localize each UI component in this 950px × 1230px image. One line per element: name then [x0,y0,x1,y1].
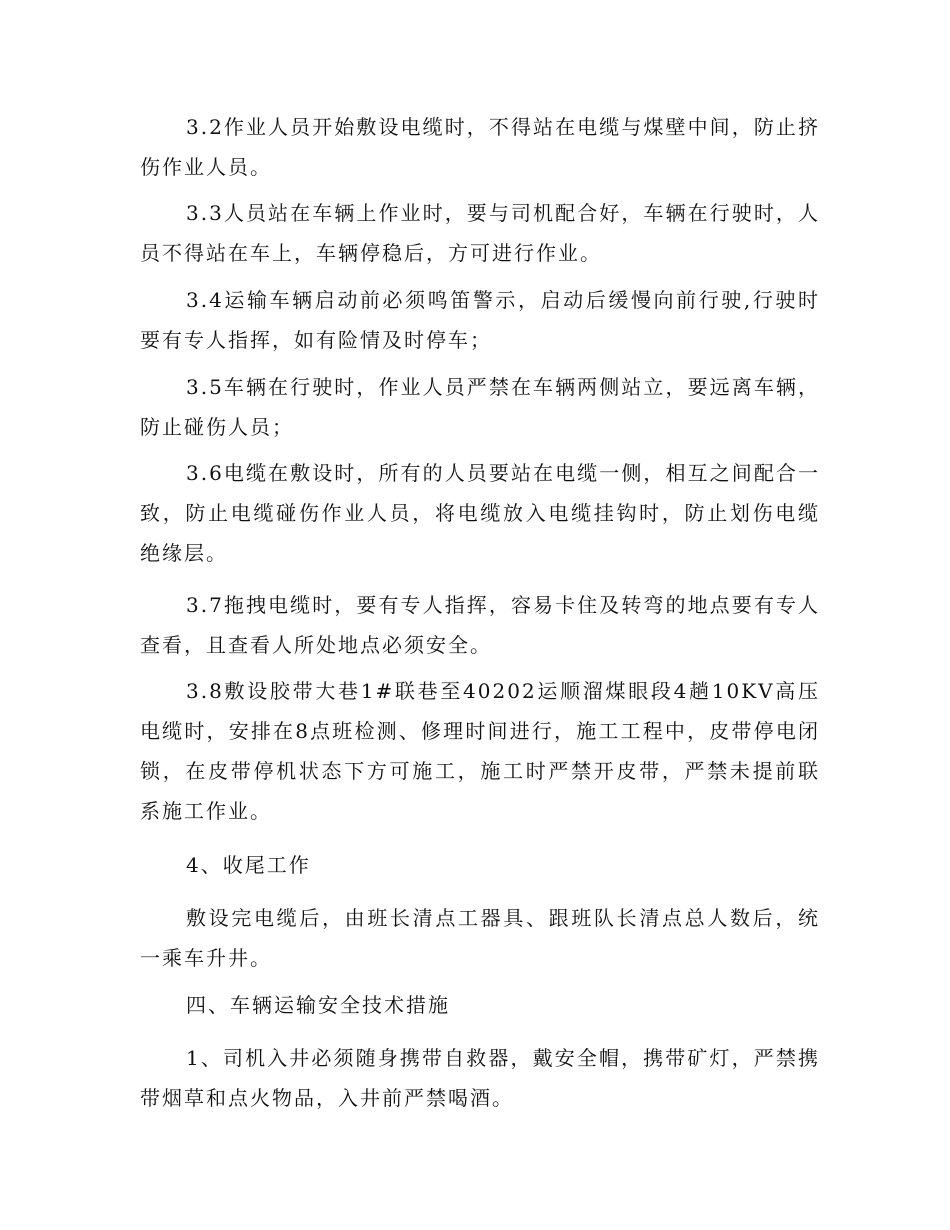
section-heading-vehicle-transport-safety: 四、车辆运输安全技术措施 [186,993,450,1017]
paragraph-3-2: 3.2作业人员开始敷设电缆时，不得站在电缆与煤壁中间，防止挤伤作业人员。 [140,115,820,179]
section-heading-closing-work: 4、收尾工作 [186,853,311,877]
paragraph-3-5: 3.5车辆在行驶时，作业人员严禁在车辆两侧站立，要远离车辆，防止碰伤人员； [140,375,820,439]
paragraph-3-8: 3.8敷设胶带大巷1#联巷至40202运顺溜煤眼段4趟10KV高压电缆时，安排在8点班检测、修理时间进行，施工工程中，皮带停电闭锁，在皮带停机状态下方可施工，施工时严禁开皮带，严禁未提前联系施工作业。 [140,679,820,823]
paragraph-3-6: 3.6电缆在敷设时，所有的人员要站在电缆一侧，相互之间配合一致，防止电缆碰伤作业人员，将电缆放入电缆挂钩时，防止划伤电缆绝缘层。 [140,461,820,565]
paragraph-3-4: 3.4运输车辆启动前必须鸣笛警示，启动后缓慢向前行驶,行驶时要有专人指挥，如有险情及时停车； [140,288,820,352]
paragraph-3-7: 3.7拖拽电缆时，要有专人指挥，容易卡住及转弯的地点要有专人查看，且查看人所处地点必须安全。 [140,593,820,657]
paragraph-3-3: 3.3人员站在车辆上作业时，要与司机配合好，车辆在行驶时，人员不得站在车上，车辆停稳后，方可进行作业。 [140,201,820,265]
paragraph-closing-work: 敷设完电缆后，由班长清点工器具、跟班队长清点总人数后，统一乘车升井。 [140,906,820,970]
paragraph-driver-rule-1: 1、司机入井必须随身携带自救器，戴安全帽，携带矿灯，严禁携带烟草和点火物品，入井前严禁喝酒。 [140,1046,820,1110]
